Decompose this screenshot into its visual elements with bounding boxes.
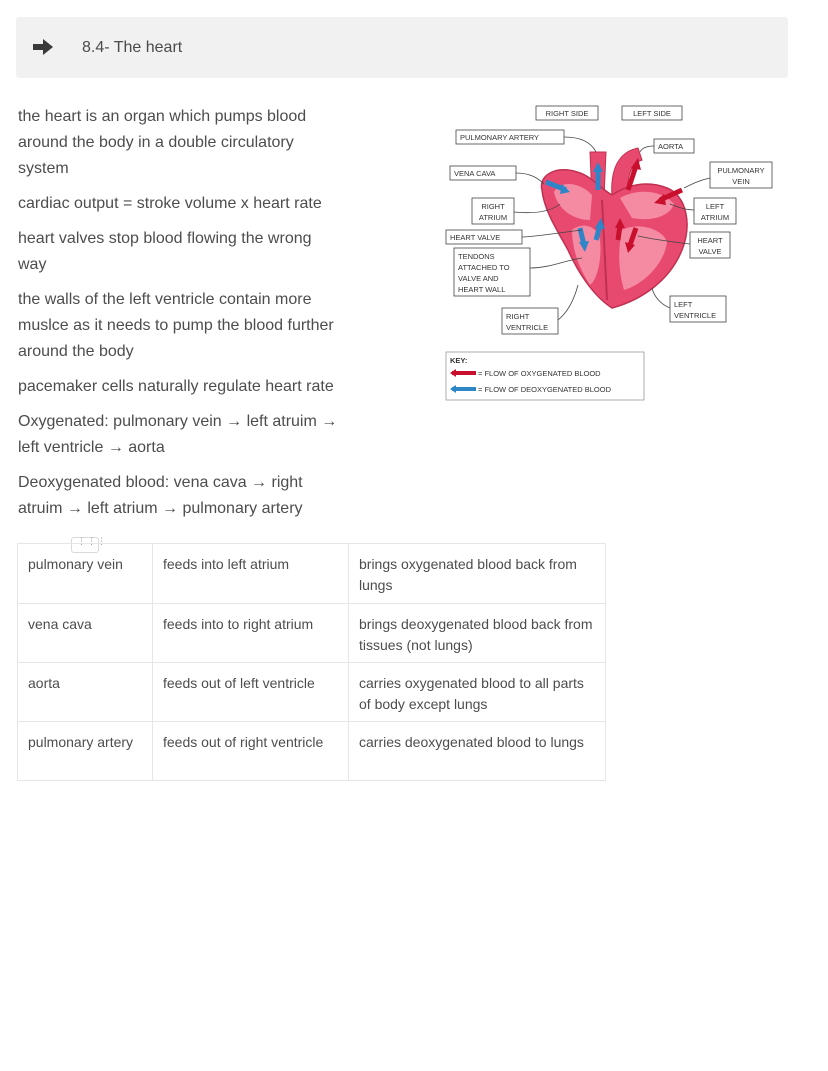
table-row	[18, 722, 606, 781]
left-ventricle-label-2: VENTRICLE	[674, 311, 717, 320]
note-paragraph	[18, 191, 438, 217]
note-line: left ventricle → aorta	[18, 439, 165, 456]
table-row	[18, 663, 606, 722]
key-deoxygenated: = FLOW OF DEOXYGENATED BLOOD	[478, 385, 612, 394]
table-cell-role[interactable]: feeds out of left ventricle	[153, 663, 349, 722]
left-ventricle-label: LEFT	[674, 300, 693, 309]
note-paragraph	[18, 409, 438, 461]
page-title: 8.4- The heart	[82, 39, 183, 56]
table-cell-description[interactable]: brings oxygenated blood back from lungs	[349, 544, 606, 604]
table-cell-vessel[interactable]: pulmonary artery	[18, 722, 153, 781]
tendons-label-3: VALVE AND	[458, 274, 499, 283]
vena-cava-label: VENA CAVA	[454, 169, 496, 178]
blood-vessels-table	[17, 543, 606, 781]
right-atrium-label: RIGHT	[481, 202, 505, 211]
note-line: the walls of the left ventricle contain more	[18, 291, 312, 308]
tendons-label-2: ATTACHED TO	[458, 263, 510, 272]
left-side-label: LEFT SIDE	[633, 109, 671, 118]
note-line: the heart is an organ which pumps blood	[18, 108, 307, 125]
table-cell-vessel[interactable]: pulmonary vein	[18, 544, 153, 604]
note-paragraph	[18, 287, 438, 365]
note-line: atruim → left atrium → pulmonary artery	[18, 500, 303, 517]
table-cell-role[interactable]: feeds into left atrium	[153, 544, 349, 604]
pulmonary-vein-label: PULMONARY	[717, 166, 765, 175]
note-line: Oxygenated: pulmonary vein → left atruim →	[18, 413, 338, 430]
heart-diagram	[442, 100, 782, 410]
note-paragraph	[18, 104, 438, 182]
table-cell-vessel[interactable]: vena cava	[18, 604, 153, 663]
heart-valve-label-right-2: VALVE	[698, 247, 722, 256]
table-cell-description[interactable]: brings deoxygenated blood back from tissues (not lungs)	[349, 604, 606, 663]
note-line: pacemaker cells naturally regulate heart rate	[18, 378, 334, 395]
diagram-key	[446, 352, 644, 400]
table-cell-role[interactable]: feeds out of right ventricle	[153, 722, 349, 781]
note-paragraph	[18, 374, 438, 400]
tendons-label-4: HEART WALL	[458, 285, 506, 294]
key-oxygenated: = FLOW OF OXYGENATED BLOOD	[478, 369, 601, 378]
table-cell-role[interactable]: feeds into to right atrium	[153, 604, 349, 663]
note-line: way	[18, 256, 47, 273]
note-line: cardiac output = stroke volume x heart rate	[18, 195, 322, 212]
note-line: around the body	[18, 343, 134, 360]
heart-valve-label-left: HEART VALVE	[450, 233, 501, 242]
table-drag-handle[interactable]: ⋮⋮⋮	[71, 537, 99, 553]
tendons-label: TENDONS	[458, 252, 495, 261]
section-header[interactable]	[16, 17, 788, 78]
note-paragraph	[18, 470, 438, 522]
aorta-label: AORTA	[658, 142, 684, 151]
pulmonary-artery-label: PULMONARY ARTERY	[460, 133, 540, 142]
table-row	[18, 544, 606, 604]
note-line: heart valves stop blood flowing the wrong	[18, 230, 312, 247]
note-line: muslce as it needs to pump the blood further	[18, 317, 334, 334]
pulmonary-vein-label-2: VEIN	[732, 177, 750, 186]
note-paragraph	[18, 226, 438, 278]
note-line: around the body in a double circulatory	[18, 134, 294, 151]
key-title: KEY:	[450, 356, 468, 365]
right-ventricle-label: RIGHT	[506, 312, 530, 321]
table-cell-description[interactable]: carries deoxygenated blood to lungs	[349, 722, 606, 781]
table-cell-description[interactable]: carries oxygenated blood to all parts of body except lungs	[349, 663, 606, 722]
right-ventricle-label-2: VENTRICLE	[506, 323, 549, 332]
left-atrium-label: LEFT	[705, 202, 725, 211]
table-row	[18, 604, 606, 663]
arrow-right-icon	[32, 38, 54, 56]
note-line: system	[18, 160, 69, 177]
table-cell-vessel[interactable]: aorta	[18, 663, 153, 722]
note-line: Deoxygenated blood: vena cava → right	[18, 474, 303, 491]
left-atrium-label-2: ATRIUM	[700, 213, 730, 222]
right-atrium-label-2: ATRIUM	[478, 213, 508, 222]
heart-illustration	[541, 148, 687, 308]
right-side-label: RIGHT SIDE	[545, 109, 589, 118]
heart-valve-label-right: HEART	[697, 236, 723, 245]
